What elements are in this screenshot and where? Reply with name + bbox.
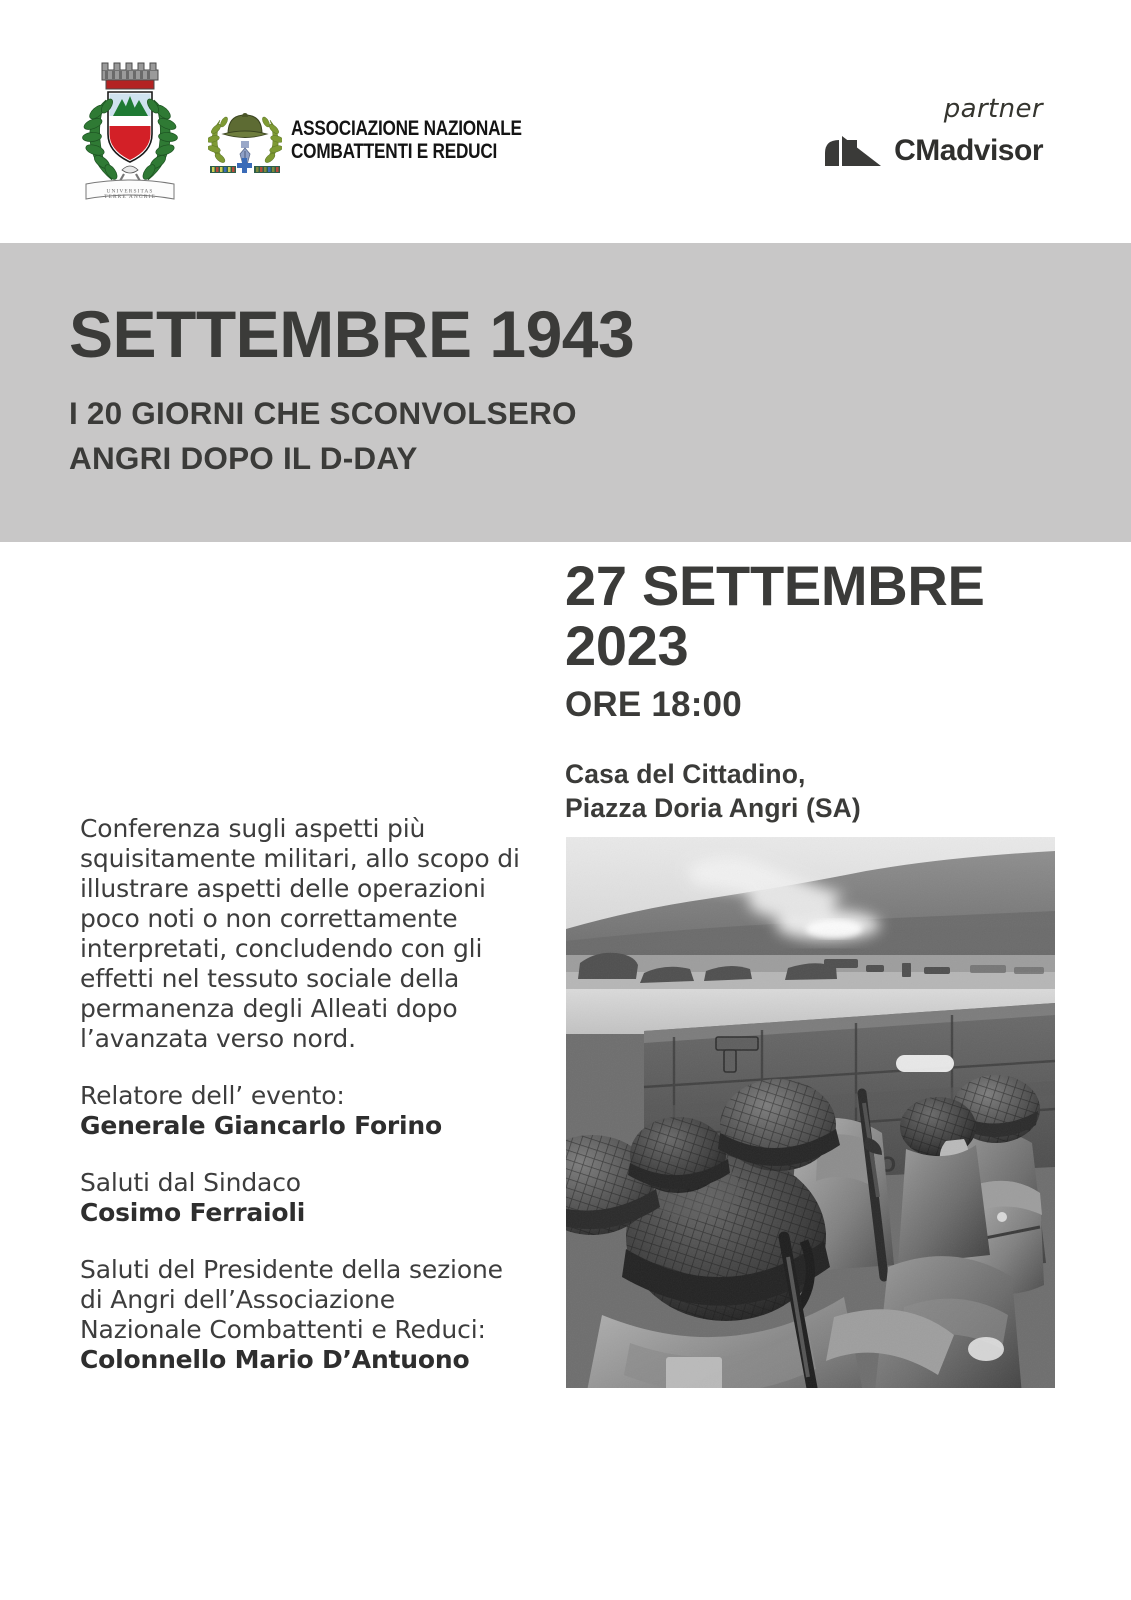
- mayor-name: Cosimo Ferraioli: [80, 1198, 306, 1227]
- ancr-logo: [208, 104, 579, 176]
- speaker-block: [80, 1081, 520, 1141]
- ancr-wordmark-line2: COMBATTENTI E REDUCI: [291, 139, 498, 163]
- event-date-block: [565, 556, 1085, 826]
- event-venue-line2: Piazza Doria Angri (SA): [565, 793, 861, 824]
- president-name: Colonnello Mario D’Antuono: [80, 1345, 470, 1374]
- event-description-column: [80, 814, 520, 1375]
- event-venue-line1: Casa del Cittadino,: [565, 759, 806, 790]
- mayor-label: Saluti dal Sindaco: [80, 1168, 301, 1197]
- ancr-wordmark: [291, 117, 579, 163]
- speaker-name: Generale Giancarlo Forino: [80, 1111, 442, 1140]
- ancr-helmet-wreath-icon: [208, 104, 282, 176]
- page-title: SETTEMBRE 1943: [69, 297, 635, 371]
- event-date-line1: 27 SETTEMBRE: [565, 554, 985, 617]
- cm-advisor-cm: CM: [894, 134, 940, 167]
- page-subtitle: [69, 391, 577, 480]
- title-band: [0, 243, 1131, 542]
- cm-advisor-mark-icon: [825, 136, 881, 166]
- mayor-block: [80, 1168, 520, 1228]
- poster-header: [0, 0, 1131, 243]
- president-block: [80, 1255, 520, 1375]
- page-subtitle-line1: I 20 GIORNI CHE SCONVOLSERO: [69, 395, 577, 431]
- event-date-line2: 2023: [565, 613, 689, 677]
- event-time: ORE 18:00: [565, 684, 742, 724]
- speaker-label: Relatore dell’ evento:: [80, 1081, 345, 1110]
- cm-advisor-logo: [825, 134, 1043, 168]
- cm-advisor-advisor: advisor: [939, 134, 1043, 167]
- event-date: [565, 556, 1085, 676]
- partner-block: [825, 94, 1043, 168]
- event-venue: [565, 758, 1085, 826]
- partner-label: partner: [943, 94, 1043, 124]
- president-label: Saluti del Presidente della sezione di Angri dell’Associazione Nazionale Combattenti e Reduci:: [80, 1255, 503, 1344]
- ancr-wordmark-line1: ASSOCIAZIONE NAZIONALE: [291, 116, 522, 141]
- event-description: Conferenza sugli aspetti più squisitamente militari, allo scopo di illustrare aspetti delle operazioni poco noti o non correttamente interpretati, concludendo con gli effetti nel tessuto sociale della permanenza degli Alleati dopo l’avanzata verso nord.: [80, 814, 520, 1053]
- comune-di-angri-crest-icon: [72, 58, 188, 203]
- comune-motto-line1: UNIVERSITAS: [106, 188, 154, 195]
- cm-advisor-wordmark: [894, 134, 1043, 168]
- page-subtitle-line2: ANGRI DOPO IL D-DAY: [69, 439, 418, 476]
- comune-motto-line2: TERRE ANGRIE: [104, 194, 156, 200]
- dday-landing-photo: [566, 837, 1055, 1388]
